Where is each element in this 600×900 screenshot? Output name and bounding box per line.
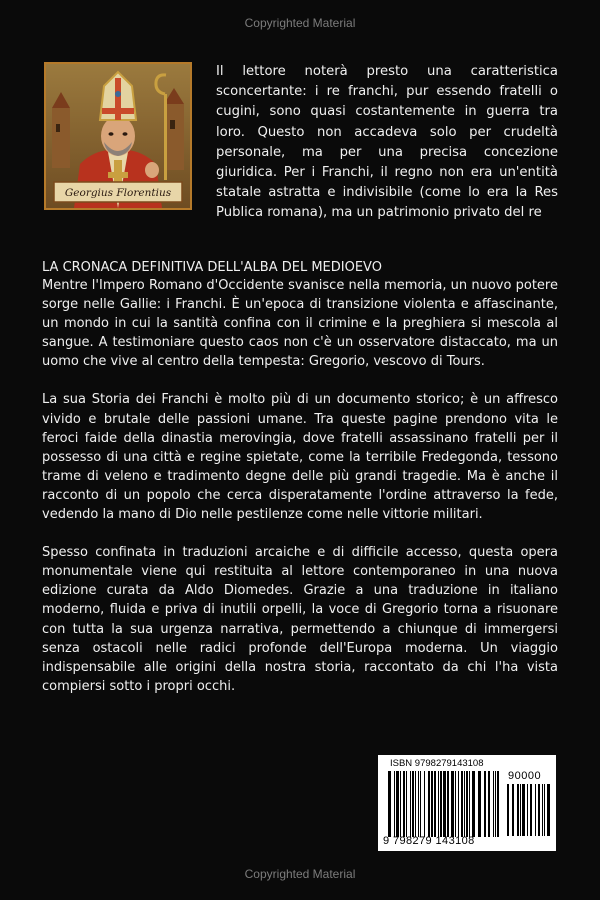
isbn-label: ISBN 9798279143108 xyxy=(390,758,484,769)
barcode-bar xyxy=(388,771,391,837)
price-code: 90000 xyxy=(508,770,542,782)
barcode-bar xyxy=(469,771,470,837)
addon-barcode-bars xyxy=(507,784,551,836)
barcode-bar xyxy=(403,771,405,837)
barcode-bar xyxy=(522,784,525,836)
barcode-bar xyxy=(412,771,414,837)
barcode-bar xyxy=(431,771,433,837)
barcode-bar xyxy=(527,784,528,836)
barcode-bar xyxy=(493,771,494,837)
barcode-bar xyxy=(396,771,399,837)
description-paragraph: La sua Storia dei Franchi è molto più di un documento storico; è un affresco vivido e brutale delle passioni umane. Tra queste pagine prendono vita le feroci faide della dinastia merovingia, dove fratelli assassinano fratelli per il possesso di una città e regine spietate, come la terribile Fredegonda, tessono trame di veleno e tradimento degne delle più grandi tragedie. Ma è anche il racconto di un popolo che cerca disperatamente l'ordine attraverso la fede, vedendo la mano di Dio nelle pestilenze come nelle vittorie militari. xyxy=(42,392,558,523)
barcode-bar xyxy=(542,784,543,836)
barcode-bar xyxy=(428,771,430,837)
barcode-bar xyxy=(440,771,442,837)
barcode-bar xyxy=(530,784,532,836)
barcode-bar xyxy=(420,771,421,837)
barcode-bar xyxy=(443,771,446,837)
barcode-bar xyxy=(464,771,465,837)
barcode-bar xyxy=(451,771,454,837)
barcode-bar xyxy=(447,771,449,837)
barcode-bar xyxy=(400,771,401,837)
barcode-bar xyxy=(512,784,514,836)
description-paragraph: Spesso confinata in traduzioni arcaiche e di difficile accesso, questa opera monumentale viene qui restituita al lettore contemporaneo in una nuova edizione curata da Aldo Diomedes. Grazie a una traduzione in italiano moderno, fluida e priva di inutili orpelli, la voce di Gregorio torna a risuonare con tutta la sua urgenza narrativa, permettendo a chiunque di immergersi senza ostacoli nelle radici profonde dell'Europa moderna. Un viaggio indispensabile alle origini della nostra storia, raccontato da chi l'ha vista compiersi sotto i propri occhi. xyxy=(42,545,558,694)
barcode-bar xyxy=(484,771,486,837)
barcode-bar xyxy=(394,771,395,837)
barcode-bar xyxy=(488,771,490,837)
barcode-bar xyxy=(538,784,540,836)
barcode-bar xyxy=(415,771,416,837)
barcode-bar xyxy=(547,784,550,836)
barcode-bar xyxy=(517,784,519,836)
barcode-bar xyxy=(438,771,439,837)
barcode-bar xyxy=(461,771,463,837)
barcode-bar xyxy=(544,784,545,836)
barcode-bar xyxy=(410,771,411,837)
section-heading: LA CRONACA DEFINITIVA DELL'ALBA DEL MEDIOEVO xyxy=(42,260,382,275)
barcode-bar xyxy=(507,784,509,836)
barcode-bar xyxy=(472,771,475,837)
barcode-bar xyxy=(478,771,481,837)
barcode-bar xyxy=(520,784,521,836)
barcode-bar xyxy=(495,771,496,837)
barcode-bar xyxy=(458,771,459,837)
portrait-caption: Georgius Florentius xyxy=(64,187,172,199)
barcode-bar xyxy=(497,771,499,837)
description-paragraph: Mentre l'Impero Romano d'Occidente svanisce nella memoria, un nuovo potere sorge nelle Gallie: i Franchi. È un'epoca di transizione violenta e affascinante, un mondo in cui la santità confina con il crimine e la preghiera si mescola al sangue. A testimoniare questo caos non c'è un osservatore distaccato, ma un uomo che vive al centro della tempesta: Gregorio, vescovo di Tours. xyxy=(42,278,558,370)
copyright-watermark-top: Copyrighted Material xyxy=(244,16,356,30)
barcode-bar xyxy=(418,771,419,837)
barcode-bars xyxy=(388,771,500,837)
barcode-bar xyxy=(466,771,468,837)
barcode-bar xyxy=(424,771,425,837)
isbn-digits: 9 798279 143108 xyxy=(383,835,475,847)
description-body xyxy=(42,276,558,715)
intro-quote: Il lettore noterà presto una caratteristica sconcertante: i re franchi, pur essendo fratelli o cugini, sono quasi costantemente in guerra tra loro. Questo non accadeva solo per crudeltà personale, ma per una precisa concezione giuridica. Per i Franchi, il regno non era un'entità statale astratta e indivisibile (come lo era la Res Publica romana), ma un patrimonio privato del re xyxy=(216,64,558,221)
barcode-bar xyxy=(406,771,407,837)
barcode-bar xyxy=(535,784,536,836)
barcode-bar xyxy=(434,771,436,837)
isbn-barcode xyxy=(378,755,556,851)
copyright-watermark-bottom: Copyrighted Material xyxy=(244,867,356,881)
barcode-bar xyxy=(455,771,456,837)
bishop-portrait-image xyxy=(44,62,192,210)
